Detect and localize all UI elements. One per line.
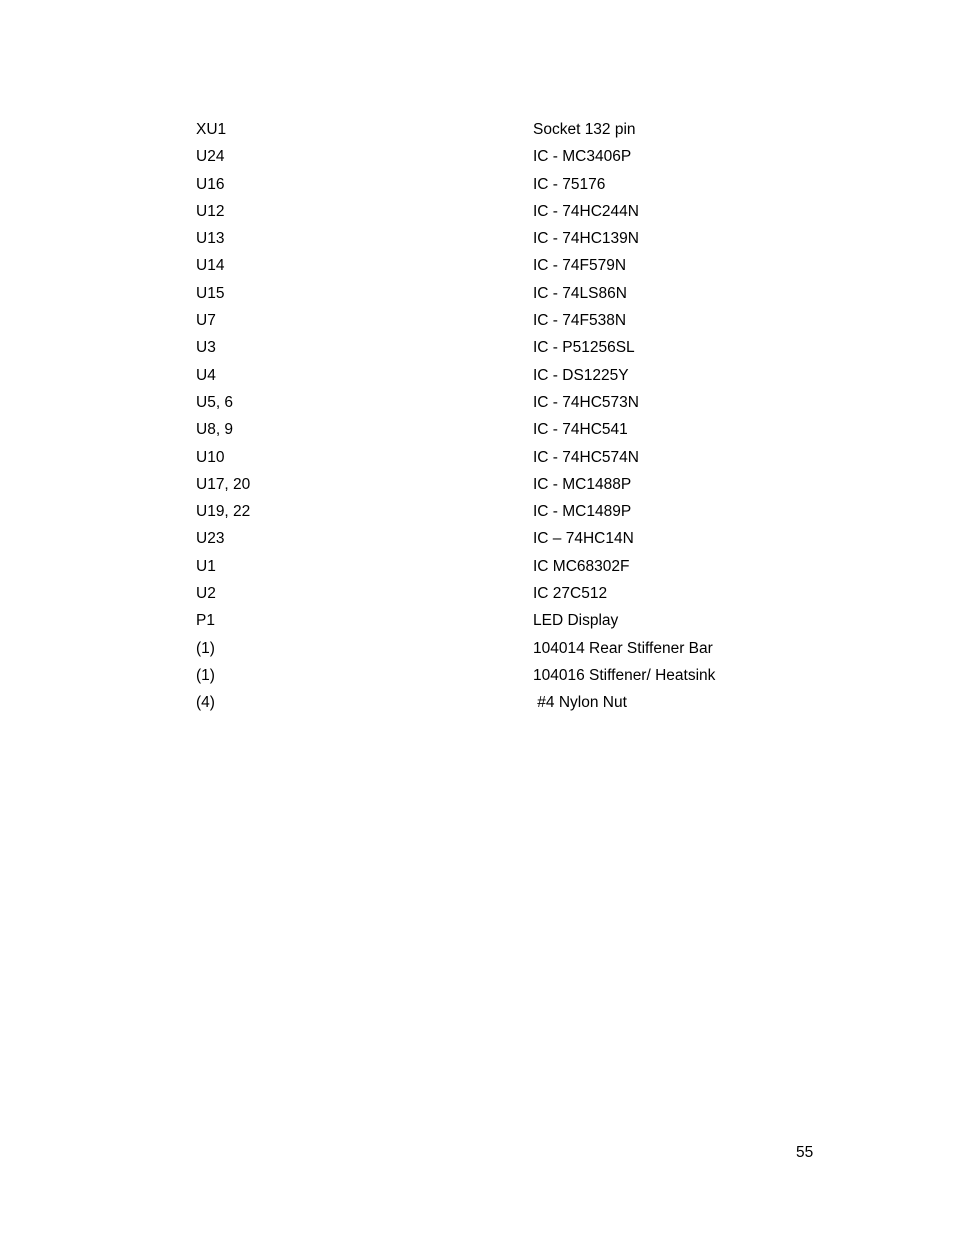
part-description: IC - MC3406P [533,148,632,166]
table-row [0,691,954,718]
part-description: #4 Nylon Nut [533,694,627,712]
part-description: IC - 74F538N [533,312,627,330]
table-row [0,364,954,391]
part-description: IC 27C512 [533,585,608,603]
table-row [0,418,954,445]
part-description: IC - 74HC574N [533,448,639,466]
part-reference: U23 [196,530,225,548]
part-reference: U4 [196,366,216,384]
part-reference: (4) [196,694,215,712]
table-row [0,309,954,336]
table-row [0,637,954,664]
part-reference: U14 [196,257,225,275]
table-row [0,282,954,309]
part-reference: U3 [196,339,216,357]
part-description: IC - 74HC541 [533,421,628,439]
parts-list [0,118,954,719]
part-reference: U13 [196,230,225,248]
part-description: IC MC68302F [533,557,630,575]
table-row [0,227,954,254]
part-reference: U19, 22 [196,503,251,521]
table-row [0,200,954,227]
table-row [0,145,954,172]
part-reference: XU1 [196,121,227,138]
table-row [0,527,954,554]
part-reference: U17, 20 [196,475,251,493]
part-reference: U2 [196,585,216,603]
table-row [0,336,954,363]
part-description: IC - MC1488P [533,475,632,493]
part-description: Socket 132 pin [533,121,636,138]
part-reference: U15 [196,284,225,302]
part-reference: U10 [196,448,225,466]
table-row [0,118,954,145]
part-description: 104016 Stiffener/ Heatsink [533,666,716,684]
part-description: LED Display [533,612,619,630]
table-row [0,555,954,582]
table-row [0,609,954,636]
table-row [0,446,954,473]
part-description: 104014 Rear Stiffener Bar [533,639,713,657]
part-description: IC - 74HC244N [533,202,639,220]
part-reference: U8, 9 [196,421,234,439]
table-row [0,500,954,527]
part-description: IC - 74F579N [533,257,627,275]
table-row [0,582,954,609]
part-reference: U12 [196,202,225,220]
part-description: IC - 75176 [533,175,606,193]
part-reference: U16 [196,175,225,193]
part-description: IC - 74LS86N [533,284,627,302]
part-reference: U24 [196,148,225,166]
part-reference: P1 [196,612,215,630]
part-reference: U5, 6 [196,393,234,411]
part-description: IC - P51256SL [533,339,635,357]
table-row [0,254,954,281]
part-description: IC - 74HC573N [533,393,639,411]
part-description: IC – 74HC14N [533,530,634,548]
table-row [0,173,954,200]
part-reference: (1) [196,639,215,657]
part-reference: U1 [196,557,216,575]
table-row [0,391,954,418]
part-description: IC - MC1489P [533,503,632,521]
table-row [0,473,954,500]
page-number: 55 [796,1144,814,1161]
part-description: IC - DS1225Y [533,366,629,384]
part-reference: (1) [196,666,215,684]
part-reference: U7 [196,312,216,330]
part-description: IC - 74HC139N [533,230,639,248]
table-row [0,664,954,691]
